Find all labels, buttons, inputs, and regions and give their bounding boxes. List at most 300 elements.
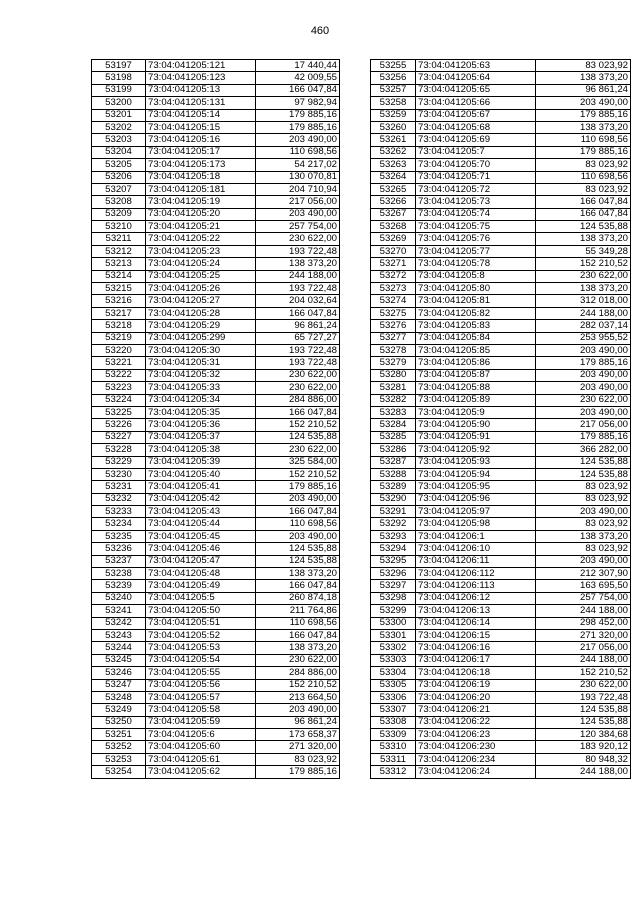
cadastral-number-cell: 73:04:041205:95: [416, 481, 536, 493]
entry-number-cell: 53230: [92, 468, 146, 480]
cadastral-number-cell: 73:04:041206:22: [416, 716, 536, 728]
entry-number-cell: 53250: [92, 716, 146, 728]
cadastral-number-cell: 73:04:041205:30: [146, 344, 256, 356]
entry-number-cell: 53297: [371, 580, 416, 592]
entry-number-cell: 53260: [371, 121, 416, 133]
entry-number-cell: 53271: [371, 258, 416, 270]
cadastral-number-cell: 73:04:041205:57: [146, 691, 256, 703]
table-row: [92, 481, 340, 493]
cadastral-value-cell: 244 188,00: [536, 605, 631, 617]
registry-table-left-body: [92, 60, 340, 779]
cadastral-number-cell: 73:04:041205:77: [416, 245, 536, 257]
entry-number-cell: 53255: [371, 60, 416, 72]
cadastral-number-cell: 73:04:041205:78: [416, 258, 536, 270]
table-row: [92, 258, 340, 270]
cadastral-value-cell: 166 047,84: [256, 580, 340, 592]
cadastral-number-cell: 73:04:041205:59: [146, 716, 256, 728]
table-row: [371, 295, 631, 307]
table-row: [371, 121, 631, 133]
table-row: [371, 691, 631, 703]
cadastral-number-cell: 73:04:041205:73: [416, 196, 536, 208]
cadastral-value-cell: 193 722,48: [256, 245, 340, 257]
entry-number-cell: 53302: [371, 642, 416, 654]
cadastral-value-cell: 179 885,16: [536, 431, 631, 443]
entry-number-cell: 53252: [92, 741, 146, 753]
cadastral-number-cell: 73:04:041205:299: [146, 332, 256, 344]
table-row: [92, 766, 340, 778]
table-row: [371, 555, 631, 567]
cadastral-number-cell: 73:04:041206:23: [416, 729, 536, 741]
table-row: [371, 506, 631, 518]
registry-table-left: [91, 59, 340, 779]
cadastral-number-cell: 73:04:041205:18: [146, 171, 256, 183]
table-row: [92, 307, 340, 319]
entry-number-cell: 53284: [371, 419, 416, 431]
entry-number-cell: 53298: [371, 592, 416, 604]
cadastral-number-cell: 73:04:041205:22: [146, 233, 256, 245]
entry-number-cell: 53263: [371, 159, 416, 171]
table-row: [371, 233, 631, 245]
table-row: [371, 766, 631, 778]
cadastral-number-cell: 73:04:041206:113: [416, 580, 536, 592]
entry-number-cell: 53291: [371, 506, 416, 518]
cadastral-value-cell: 193 722,48: [256, 344, 340, 356]
entry-number-cell: 53235: [92, 530, 146, 542]
cadastral-value-cell: 271 320,00: [536, 629, 631, 641]
cadastral-value-cell: 179 885,16: [536, 357, 631, 369]
cadastral-value-cell: 179 885,16: [256, 766, 340, 778]
table-row: [92, 221, 340, 233]
cadastral-number-cell: 73:04:041206:20: [416, 691, 536, 703]
entry-number-cell: 53296: [371, 568, 416, 580]
cadastral-number-cell: 73:04:041205:29: [146, 320, 256, 332]
entry-number-cell: 53311: [371, 753, 416, 765]
cadastral-number-cell: 73:04:041205:8: [416, 270, 536, 282]
table-row: [92, 605, 340, 617]
cadastral-number-cell: 73:04:041205:42: [146, 493, 256, 505]
cadastral-value-cell: 173 658,37: [256, 729, 340, 741]
cadastral-value-cell: 213 664,50: [256, 691, 340, 703]
cadastral-value-cell: 110 698,56: [536, 171, 631, 183]
entry-number-cell: 53209: [92, 208, 146, 220]
entry-number-cell: 53294: [371, 543, 416, 555]
entry-number-cell: 53238: [92, 568, 146, 580]
table-row: [92, 344, 340, 356]
entry-number-cell: 53208: [92, 196, 146, 208]
cadastral-value-cell: 193 722,48: [256, 357, 340, 369]
cadastral-value-cell: 55 349,28: [536, 245, 631, 257]
cadastral-value-cell: 152 210,52: [256, 468, 340, 480]
cadastral-number-cell: 73:04:041205:71: [416, 171, 536, 183]
cadastral-value-cell: 124 535,88: [536, 456, 631, 468]
cadastral-number-cell: 73:04:041205:89: [416, 394, 536, 406]
table-row: [371, 493, 631, 505]
cadastral-number-cell: 73:04:041205:25: [146, 270, 256, 282]
cadastral-value-cell: 42 009,55: [256, 72, 340, 84]
cadastral-value-cell: 230 622,00: [256, 233, 340, 245]
entry-number-cell: 53216: [92, 295, 146, 307]
entry-number-cell: 53228: [92, 444, 146, 456]
cadastral-number-cell: 73:04:041205:82: [416, 307, 536, 319]
cadastral-number-cell: 73:04:041205:21: [146, 221, 256, 233]
registry-table-right: [370, 59, 631, 779]
table-row: [371, 518, 631, 530]
table-row: [371, 183, 631, 195]
cadastral-value-cell: 124 535,88: [256, 543, 340, 555]
cadastral-value-cell: 203 490,00: [536, 555, 631, 567]
cadastral-number-cell: 73:04:041206:15: [416, 629, 536, 641]
cadastral-number-cell: 73:04:041205:90: [416, 419, 536, 431]
entry-number-cell: 53264: [371, 171, 416, 183]
entry-number-cell: 53274: [371, 295, 416, 307]
entry-number-cell: 53240: [92, 592, 146, 604]
cadastral-number-cell: 73:04:041206:13: [416, 605, 536, 617]
cadastral-number-cell: 73:04:041205:40: [146, 468, 256, 480]
cadastral-value-cell: 138 373,20: [256, 258, 340, 270]
cadastral-value-cell: 166 047,84: [536, 196, 631, 208]
cadastral-number-cell: 73:04:041206:21: [416, 704, 536, 716]
table-row: [92, 704, 340, 716]
entry-number-cell: 53198: [92, 72, 146, 84]
table-row: [371, 729, 631, 741]
entry-number-cell: 53282: [371, 394, 416, 406]
table-row: [92, 506, 340, 518]
entry-number-cell: 53237: [92, 555, 146, 567]
cadastral-number-cell: 73:04:041205:63: [416, 60, 536, 72]
cadastral-number-cell: 73:04:041205:173: [146, 159, 256, 171]
table-row: [92, 109, 340, 121]
table-row: [371, 543, 631, 555]
cadastral-number-cell: 73:04:041205:53: [146, 642, 256, 654]
table-row: [92, 667, 340, 679]
cadastral-number-cell: 73:04:041205:88: [416, 382, 536, 394]
cadastral-number-cell: 73:04:041206:12: [416, 592, 536, 604]
entry-number-cell: 53251: [92, 729, 146, 741]
table-row: [371, 394, 631, 406]
table-row: [92, 679, 340, 691]
entry-number-cell: 53300: [371, 617, 416, 629]
cadastral-value-cell: 138 373,20: [536, 72, 631, 84]
entry-number-cell: 53299: [371, 605, 416, 617]
cadastral-number-cell: 73:04:041205:24: [146, 258, 256, 270]
cadastral-number-cell: 73:04:041205:61: [146, 753, 256, 765]
cadastral-number-cell: 73:04:041205:74: [416, 208, 536, 220]
cadastral-value-cell: 212 307,90: [536, 568, 631, 580]
cadastral-value-cell: 183 920,12: [536, 741, 631, 753]
cadastral-value-cell: 97 982,94: [256, 97, 340, 109]
cadastral-value-cell: 120 384,68: [536, 729, 631, 741]
cadastral-value-cell: 244 188,00: [536, 766, 631, 778]
table-row: [371, 258, 631, 270]
cadastral-value-cell: 244 188,00: [536, 654, 631, 666]
entry-number-cell: 53225: [92, 406, 146, 418]
cadastral-value-cell: 203 490,00: [256, 134, 340, 146]
entry-number-cell: 53259: [371, 109, 416, 121]
cadastral-number-cell: 73:04:041205:93: [416, 456, 536, 468]
cadastral-number-cell: 73:04:041205:97: [416, 506, 536, 518]
table-row: [92, 654, 340, 666]
cadastral-number-cell: 73:04:041206:17: [416, 654, 536, 666]
table-row: [92, 60, 340, 72]
cadastral-value-cell: 284 886,00: [256, 667, 340, 679]
table-row: [92, 431, 340, 443]
table-row: [92, 555, 340, 567]
cadastral-value-cell: 96 861,24: [536, 84, 631, 96]
cadastral-value-cell: 124 535,88: [536, 221, 631, 233]
entry-number-cell: 53309: [371, 729, 416, 741]
cadastral-value-cell: 253 955,52: [536, 332, 631, 344]
cadastral-value-cell: 166 047,84: [256, 307, 340, 319]
cadastral-value-cell: 124 535,88: [536, 468, 631, 480]
cadastral-value-cell: 166 047,84: [256, 84, 340, 96]
table-row: [371, 629, 631, 641]
cadastral-number-cell: 73:04:041205:64: [416, 72, 536, 84]
table-row: [92, 233, 340, 245]
cadastral-number-cell: 73:04:041206:11: [416, 555, 536, 567]
entry-number-cell: 53305: [371, 679, 416, 691]
entry-number-cell: 53204: [92, 146, 146, 158]
table-row: [371, 704, 631, 716]
cadastral-value-cell: 110 698,56: [256, 617, 340, 629]
cadastral-number-cell: 73:04:041205:14: [146, 109, 256, 121]
table-row: [92, 456, 340, 468]
cadastral-number-cell: 73:04:041205:45: [146, 530, 256, 542]
entry-number-cell: 53229: [92, 456, 146, 468]
entry-number-cell: 53307: [371, 704, 416, 716]
table-row: [371, 171, 631, 183]
table-row: [371, 716, 631, 728]
table-row: [92, 419, 340, 431]
cadastral-number-cell: 73:04:041205:46: [146, 543, 256, 555]
cadastral-number-cell: 73:04:041205:81: [416, 295, 536, 307]
cadastral-value-cell: 193 722,48: [536, 691, 631, 703]
cadastral-value-cell: 138 373,20: [536, 283, 631, 295]
table-row: [371, 109, 631, 121]
table-row: [92, 320, 340, 332]
entry-number-cell: 53280: [371, 369, 416, 381]
table-row: [371, 444, 631, 456]
table-row: [371, 283, 631, 295]
cadastral-value-cell: 130 070,81: [256, 171, 340, 183]
cadastral-value-cell: 124 535,88: [256, 431, 340, 443]
cadastral-value-cell: 96 861,24: [256, 320, 340, 332]
cadastral-number-cell: 73:04:041206:1: [416, 530, 536, 542]
entry-number-cell: 53248: [92, 691, 146, 703]
cadastral-value-cell: 298 452,00: [536, 617, 631, 629]
cadastral-value-cell: 83 023,92: [536, 518, 631, 530]
table-row: [92, 183, 340, 195]
table-row: [371, 481, 631, 493]
table-row: [371, 679, 631, 691]
cadastral-value-cell: 179 885,16: [256, 481, 340, 493]
table-row: [371, 753, 631, 765]
table-row: [92, 394, 340, 406]
entry-number-cell: 53205: [92, 159, 146, 171]
cadastral-value-cell: 179 885,16: [256, 121, 340, 133]
table-row: [371, 97, 631, 109]
table-row: [92, 580, 340, 592]
cadastral-value-cell: 230 622,00: [256, 369, 340, 381]
table-row: [371, 431, 631, 443]
entry-number-cell: 53256: [371, 72, 416, 84]
entry-number-cell: 53245: [92, 654, 146, 666]
entry-number-cell: 53202: [92, 121, 146, 133]
entry-number-cell: 53276: [371, 320, 416, 332]
cadastral-value-cell: 83 023,92: [536, 543, 631, 555]
table-row: [371, 654, 631, 666]
table-row: [92, 382, 340, 394]
cadastral-value-cell: 152 210,52: [256, 419, 340, 431]
entry-number-cell: 53211: [92, 233, 146, 245]
entry-number-cell: 53272: [371, 270, 416, 282]
cadastral-number-cell: 73:04:041205:5: [146, 592, 256, 604]
entry-number-cell: 53200: [92, 97, 146, 109]
cadastral-number-cell: 73:04:041206:230: [416, 741, 536, 753]
entry-number-cell: 53242: [92, 617, 146, 629]
entry-number-cell: 53268: [371, 221, 416, 233]
table-row: [371, 419, 631, 431]
table-row: [92, 406, 340, 418]
entry-number-cell: 53275: [371, 307, 416, 319]
cadastral-number-cell: 73:04:041205:16: [146, 134, 256, 146]
cadastral-value-cell: 54 217,02: [256, 159, 340, 171]
cadastral-number-cell: 73:04:041205:20: [146, 208, 256, 220]
cadastral-value-cell: 110 698,56: [256, 146, 340, 158]
cadastral-value-cell: 17 440,44: [256, 60, 340, 72]
table-row: [371, 245, 631, 257]
cadastral-value-cell: 193 722,48: [256, 283, 340, 295]
entry-number-cell: 53201: [92, 109, 146, 121]
registry-table-right-body: [371, 60, 631, 779]
cadastral-value-cell: 166 047,84: [256, 629, 340, 641]
cadastral-value-cell: 138 373,20: [536, 233, 631, 245]
entry-number-cell: 53241: [92, 605, 146, 617]
entry-number-cell: 53232: [92, 493, 146, 505]
table-row: [371, 320, 631, 332]
table-row: [92, 357, 340, 369]
cadastral-number-cell: 73:04:041205:19: [146, 196, 256, 208]
table-row: [371, 134, 631, 146]
cadastral-number-cell: 73:04:041205:44: [146, 518, 256, 530]
cadastral-number-cell: 73:04:041205:43: [146, 506, 256, 518]
cadastral-value-cell: 203 490,00: [256, 704, 340, 716]
cadastral-number-cell: 73:04:041205:36: [146, 419, 256, 431]
entry-number-cell: 53206: [92, 171, 146, 183]
entry-number-cell: 53227: [92, 431, 146, 443]
table-row: [371, 159, 631, 171]
entry-number-cell: 53279: [371, 357, 416, 369]
cadastral-value-cell: 203 490,00: [536, 344, 631, 356]
cadastral-number-cell: 73:04:041205:66: [416, 97, 536, 109]
cadastral-number-cell: 73:04:041205:91: [416, 431, 536, 443]
cadastral-number-cell: 73:04:041205:68: [416, 121, 536, 133]
cadastral-value-cell: 217 056,00: [256, 196, 340, 208]
table-row: [92, 444, 340, 456]
cadastral-number-cell: 73:04:041205:52: [146, 629, 256, 641]
entry-number-cell: 53221: [92, 357, 146, 369]
table-row: [92, 729, 340, 741]
entry-number-cell: 53254: [92, 766, 146, 778]
cadastral-value-cell: 152 210,52: [536, 258, 631, 270]
cadastral-number-cell: 73:04:041206:112: [416, 568, 536, 580]
cadastral-value-cell: 230 622,00: [536, 270, 631, 282]
table-row: [371, 667, 631, 679]
table-row: [92, 592, 340, 604]
entry-number-cell: 53303: [371, 654, 416, 666]
entry-number-cell: 53261: [371, 134, 416, 146]
table-row: [371, 382, 631, 394]
entry-number-cell: 53215: [92, 283, 146, 295]
cadastral-value-cell: 366 282,00: [536, 444, 631, 456]
entry-number-cell: 53266: [371, 196, 416, 208]
cadastral-value-cell: 179 885,16: [536, 109, 631, 121]
entry-number-cell: 53207: [92, 183, 146, 195]
entry-number-cell: 53243: [92, 629, 146, 641]
table-row: [92, 134, 340, 146]
entry-number-cell: 53283: [371, 406, 416, 418]
cadastral-value-cell: 83 023,92: [256, 753, 340, 765]
entry-number-cell: 53257: [371, 84, 416, 96]
cadastral-value-cell: 166 047,84: [256, 506, 340, 518]
cadastral-number-cell: 73:04:041205:70: [416, 159, 536, 171]
cadastral-value-cell: 230 622,00: [256, 444, 340, 456]
cadastral-value-cell: 203 490,00: [536, 97, 631, 109]
entry-number-cell: 53278: [371, 344, 416, 356]
table-row: [371, 741, 631, 753]
table-row: [371, 357, 631, 369]
entry-number-cell: 53267: [371, 208, 416, 220]
cadastral-value-cell: 138 373,20: [256, 642, 340, 654]
entry-number-cell: 53199: [92, 84, 146, 96]
cadastral-value-cell: 203 490,00: [536, 369, 631, 381]
cadastral-value-cell: 203 490,00: [536, 506, 631, 518]
entry-number-cell: 53218: [92, 320, 146, 332]
table-row: [92, 518, 340, 530]
cadastral-number-cell: 73:04:041205:65: [416, 84, 536, 96]
cadastral-value-cell: 260 874,18: [256, 592, 340, 604]
cadastral-number-cell: 73:04:041205:7: [416, 146, 536, 158]
cadastral-number-cell: 73:04:041205:50: [146, 605, 256, 617]
cadastral-number-cell: 73:04:041205:51: [146, 617, 256, 629]
entry-number-cell: 53239: [92, 580, 146, 592]
entry-number-cell: 53219: [92, 332, 146, 344]
cadastral-number-cell: 73:04:041205:58: [146, 704, 256, 716]
entry-number-cell: 53273: [371, 283, 416, 295]
table-row: [371, 60, 631, 72]
table-row: [92, 369, 340, 381]
cadastral-number-cell: 73:04:041205:47: [146, 555, 256, 567]
entry-number-cell: 53265: [371, 183, 416, 195]
entry-number-cell: 53289: [371, 481, 416, 493]
cadastral-value-cell: 257 754,00: [536, 592, 631, 604]
entry-number-cell: 53286: [371, 444, 416, 456]
entry-number-cell: 53210: [92, 221, 146, 233]
entry-number-cell: 53212: [92, 245, 146, 257]
cadastral-value-cell: 83 023,92: [536, 60, 631, 72]
cadastral-value-cell: 257 754,00: [256, 221, 340, 233]
entry-number-cell: 53281: [371, 382, 416, 394]
table-row: [371, 617, 631, 629]
entry-number-cell: 53306: [371, 691, 416, 703]
cadastral-number-cell: 73:04:041205:38: [146, 444, 256, 456]
cadastral-value-cell: 211 764,86: [256, 605, 340, 617]
cadastral-number-cell: 73:04:041205:33: [146, 382, 256, 394]
entry-number-cell: 53312: [371, 766, 416, 778]
entry-number-cell: 53234: [92, 518, 146, 530]
table-row: [371, 332, 631, 344]
entry-number-cell: 53304: [371, 667, 416, 679]
entry-number-cell: 53277: [371, 332, 416, 344]
